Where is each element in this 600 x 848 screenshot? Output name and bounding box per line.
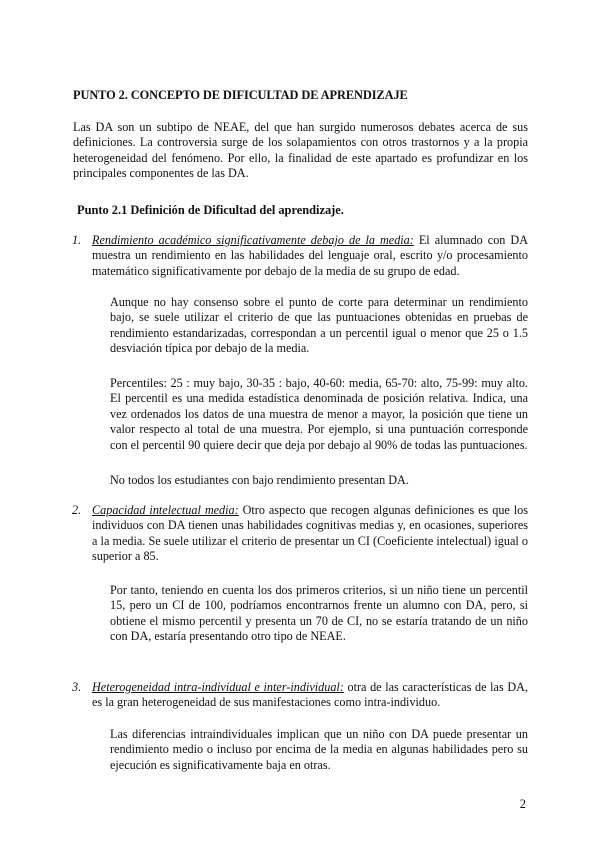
intro-paragraph: Las DA son un subtipo de NEAE, del que han surgido numerosos debates acerca de sus definiciones. La controversia surge de los solapamientos con otros trastornos y a la propia heterogeneidad del fenómeno. Por ello, la finalidad de este apartado es profundizar en los principales componentes de las DA. [73,120,528,181]
item-3-paragraph-1: Las diferencias intraindividuales implican que un niño con DA puede presentar un rendimiento medio o incluso por encima de la media en algunas habilidades pero su ejecución es significativamente baja en otras. [110,727,528,772]
subsection-heading: Punto 2.1 Definición de Dificultad del aprendizaje. [77,203,344,217]
item-2-paragraph-1: Por tanto, teniendo en cuenta los dos primeros criterios, si un niño tiene un percentil 15, pero un CI de 100, podríamos encontrarnos frente un alumno con DA, pero, si obtiene el mismo percentil y presenta un 70 de CI, no se estaría tratando de un niño con DA, estaría presentando otro tipo de NEAE. [110,583,528,644]
item-3-text: otra de las características de las DA, es la gran heterogeneidad de sus manifestaciones como intra-individuo. [92,680,528,710]
item-1-text: El alumnado con DA muestra un rendimiento en las habilidades del lenguaje oral, escrito y/o procesamiento matemático significativamente por debajo de la media de su grupo de edad. [92,233,528,278]
item-3-title: Heterogeneidad intra-individual e inter-individual: [92,680,344,694]
item-2-text: Otro aspecto que recogen algunas definiciones es que los individuos con DA tienen unas habilidades cognitivas medias y, en ocasiones, superiores a la media. Se suele utilizar el criterio de presentar un CI (Coeficiente intelectual) igual o superior a 85. [92,503,528,564]
item-1-title: Rendimiento académico significativamente debajo de la media: [92,233,414,247]
item-1-paragraph-1: Aunque no hay consenso sobre el punto de corte para determinar un rendimiento bajo, se suele utilizar el criterio de que las puntuaciones obtenidas en pruebas de rendimiento estandarizadas, correspondan a un percentil igual o menor que 25 o 1.5 desviación típica por debajo de la media. [110,295,528,356]
list-number-1: 1. [72,233,82,247]
section-heading: PUNTO 2. CONCEPTO DE DIFICULTAD DE APRENDIZAJE [73,88,408,102]
list-item-1 [72,233,528,279]
list-number-2: 2. [72,503,82,517]
list-item-2 [72,503,528,565]
item-2-title: Capacidad intelectual media: [92,503,239,517]
item-1-paragraph-2: Percentiles: 25 : muy bajo, 30-35 : bajo, 40-60: media, 65-70: alto, 75-99: muy alto. El percentil es una medida estadística denominada de posición relativa. Indica, una vez ordenados los datos de una muestra de menor a mayor, la posición que tiene un valor respecto al total de una muestra. Por ejemplo, si una puntuación corresponde con el percentil 90 quiere decir que deja por debajo al 90% de todas las puntuaciones. [110,376,528,452]
page-number: 2 [519,797,526,811]
list-number-3: 3. [72,680,82,694]
item-1-paragraph-3: No todos los estudiantes con bajo rendimiento presentan DA. [110,473,409,487]
list-item-3 [72,680,528,711]
